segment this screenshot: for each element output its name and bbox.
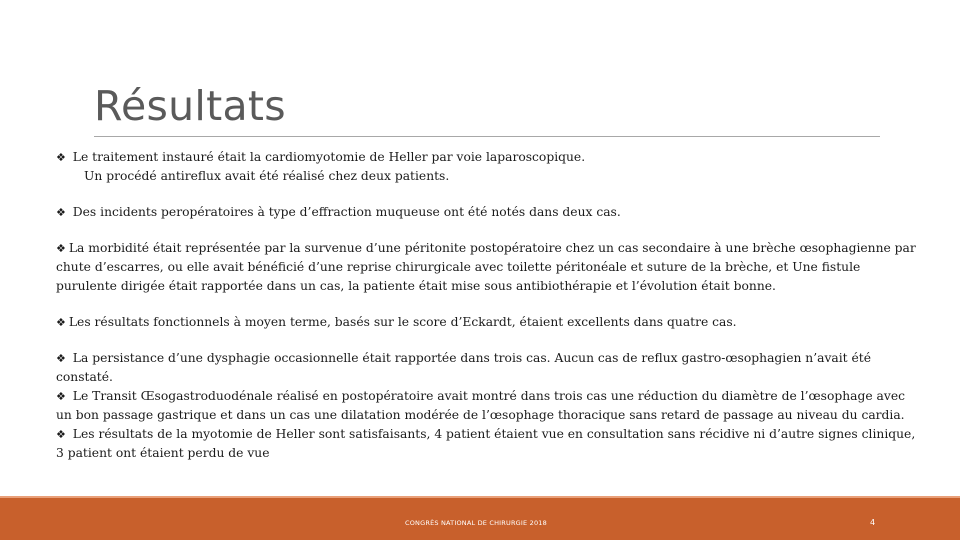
- diamond-bullet-icon: ❖: [56, 242, 66, 255]
- paragraph-dysphagia: [56, 349, 918, 387]
- paragraph-transit: [56, 387, 918, 425]
- paragraph-text: Les résultats fonctionnels à moyen terme, basés sur le score d’Eckardt, étaient excellents dans quatre cas.: [68, 315, 737, 329]
- paragraph-text: Les résultats de la myotomie de Heller sont satisfaisants, 4 patient étaient vue en consultation sans récidive ni d’autre signes clinique, 3 patient ont étaient perdu de vue: [56, 427, 916, 460]
- diamond-bullet-icon: ❖: [56, 352, 66, 365]
- paragraph-text: Un procédé antireflux avait été réalisé chez deux patients.: [84, 169, 450, 183]
- page-number: 4: [870, 518, 876, 527]
- paragraph-text: Des incidents peropératoires à type d’effraction muqueuse ont été notés dans deux cas.: [72, 205, 621, 219]
- diamond-bullet-icon: ❖: [56, 151, 66, 164]
- slide-title: Résultats: [94, 82, 286, 130]
- diamond-bullet-icon: ❖: [56, 428, 66, 441]
- paragraph-incidents: [56, 203, 918, 222]
- footer-conference-name: CONGRÈS NATIONAL DE CHIRURGIE 2018: [405, 519, 547, 527]
- diamond-bullet-icon: ❖: [56, 316, 66, 329]
- paragraph-functional-results: [56, 313, 918, 332]
- paragraph-text: La persistance d’une dysphagie occasionnelle était rapportée dans trois cas. Aucun cas de reflux gastro-œsophagien n’avait été constaté.: [56, 351, 872, 384]
- paragraph-morbidity: [56, 239, 918, 296]
- diamond-bullet-icon: ❖: [56, 390, 66, 403]
- paragraph-text: Le traitement instauré était la cardiomyotomie de Heller par voie laparoscopique.: [72, 150, 586, 164]
- title-divider: [94, 136, 880, 137]
- paragraph-text: La morbidité était représentée par la survenue d’une péritonite postopératoire chez un cas secondaire à une brèche œsophagienne par chute d’escarres, ou elle avait bénéficié d’une reprise chirurgicale avec toilette péritonéale et suture de la brèche, et Une fistule purulente dirigée était rapportée dans un cas, la patiente était mise sous antibiothérapie et l’évolution était bonne.: [56, 241, 916, 293]
- paragraph-text: Le Transit Œsogastroduodénale réalisé en postopératoire avait montré dans trois cas une réduction du diamètre de l’œsophage avec un bon passage gastrique et dans un cas une dilatation modérée de l’œsophage thoracique sans retard de passage au niveau du cardia.: [56, 389, 905, 422]
- paragraph-treatment: [56, 148, 918, 186]
- paragraph-conclusion: [56, 425, 918, 463]
- diamond-bullet-icon: ❖: [56, 206, 66, 219]
- slide-body: [56, 148, 918, 463]
